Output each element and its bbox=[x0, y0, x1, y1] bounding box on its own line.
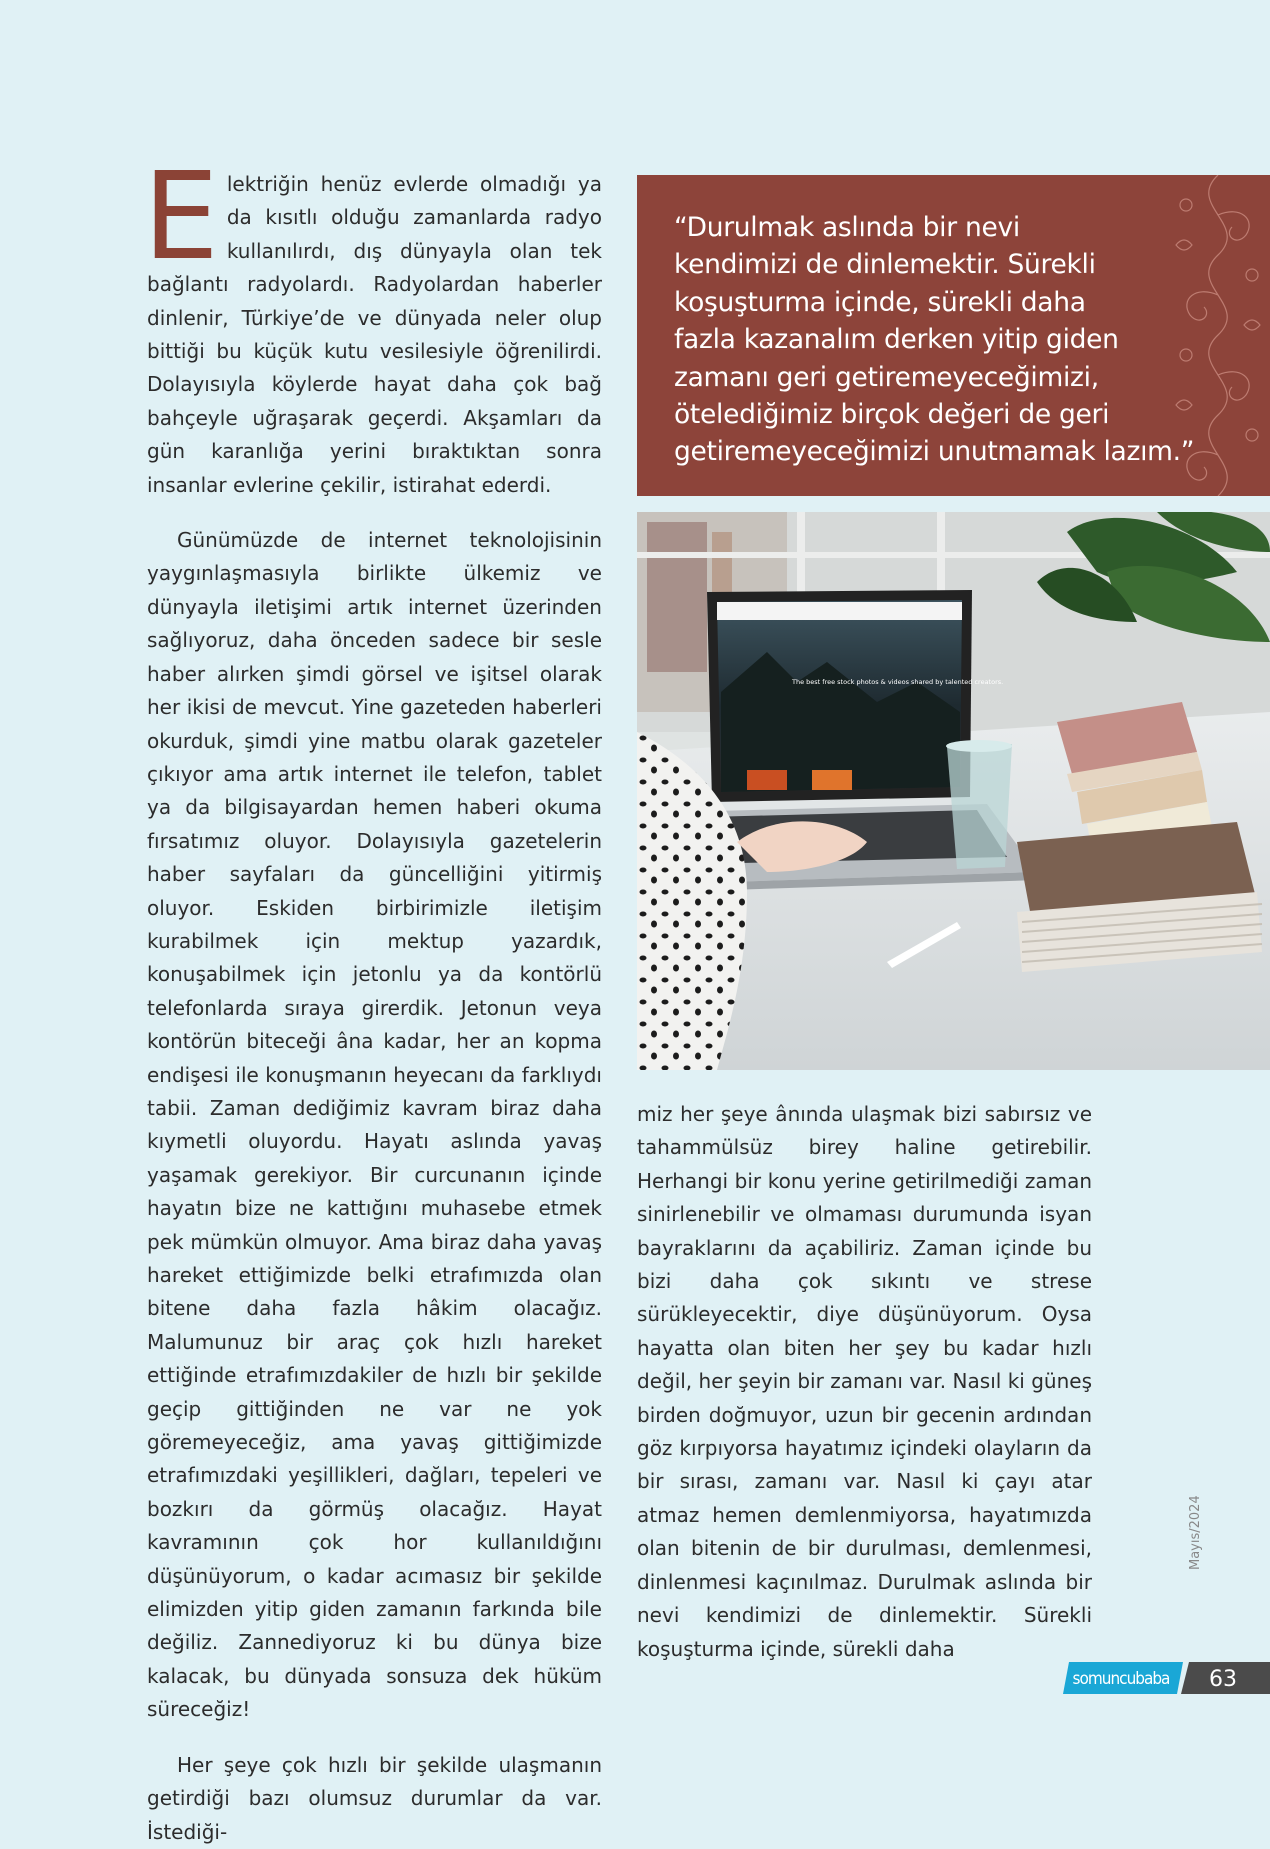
pull-quote-line: ötelediğimiz birçok değeri de geri bbox=[674, 399, 1110, 431]
laptop-photo bbox=[637, 512, 1270, 1070]
brand-tag bbox=[1063, 1662, 1183, 1694]
brand-name: somuncubaba bbox=[1072, 1669, 1170, 1689]
screen-headline: The best free stock photos & videos shared by talented creators. bbox=[792, 678, 1004, 686]
article-column-left bbox=[143, 148, 602, 1849]
pull-quote bbox=[674, 209, 1195, 471]
pull-quote-line: zamanı geri getiremeyeceğimizi, bbox=[674, 361, 1099, 393]
pull-quote-box bbox=[637, 175, 1270, 496]
article-column-right bbox=[637, 1098, 1092, 1666]
floral-ornament-pattern bbox=[1166, 175, 1270, 496]
paragraph-4: miz her şeye ânında ulaşmak bizi sabırsız ve tahammülsüz birey haline getirebilir. Herhangi bir konu yerine getirilmediği zaman sinirlenebilir ve olmaması durumunda isyan bayraklarını da açabiliriz. Zaman içinde bu bizi daha çok sıkıntı ve strese sürükleyecektir, diye düşünüyorum. Oysa hayatta olan biten her şey bu kadar hızlı değil, her şeyin bir zamanı var. Nasıl ki güneş birden doğmuyor, uzun bir gecenin ardından göz kırpıyorsa hayatımız içindeki olayların da bir sırası, zamanı var. Nasıl ki çayı atar atmaz hemen demlenmiyorsa, hayatımızda olan bitenin de bir durulması, demlenmesi, dinlenmesi kaçınılmaz. Durulmak aslında bir nevi kendimizi de dinlemektir. Sürekli koşuşturma içinde, sürekli daha bbox=[637, 1102, 1092, 1661]
drop-cap: E bbox=[143, 148, 219, 287]
pull-quote-line: kendimizi de dinlemektir. Sürekli bbox=[674, 249, 1096, 281]
pull-quote-line: “Durulmak aslında bir nevi bbox=[674, 212, 1020, 243]
paragraph-2: Günümüzde de internet teknolojisinin yaygınlaşmasıyla birlikte ülkemiz ve dünyayla iletişimi artık internet üzerinden sağlıyoruz, daha önceden sadece bir sesle haber alırken şimdi görsel ve işitsel olarak her ikisi de mevcut. Yine gazeteden haberleri okurduk, şimdi yine matbu olarak gazeteler çıkıyor ama artık internet ile telefon, tablet ya da bilgisayardan hemen haberi okuma fırsatımız oluyor. Dolayısıyla gazetelerin haber sayfaları da güncelliğini yitirmiş oluyor. Eskiden birbirimizle iletişim kurabilmek için mektup yazardık, konuşabilmek için jetonlu ya da kontörlü telefonlarda sıraya girerdik. Jetonun veya kontörün biteceği âna kadar, her an kopma endişesi ile konuşmanın heyecanı da farklıydı tabii. Zaman dediğimiz kavram biraz daha kıymetli oluyordu. Hayatı aslında yavaş yaşamak gerekiyor. Bir curcunanın içinde hayatın bize ne kattığını muhasebe etmek pek mümkün olmuyor. Ama biraz daha yavaş hareket ettiğimizde belki etrafımızda olan bitene daha fazla hâkim olacağız. Malumunuz bir araç çok hızlı hareket ettiğinde etrafımızdakiler de hızlı bir şekilde geçip gittiğinden ne var ne yok göremeyeceğiz, ama yavaş gittiğimizde etrafımızdaki yeşillikleri, dağları, tepeleri ve bozkırı da görmüş olacağız. Hayat kavramının çok hor kullanıldığını düşünüyorum, o kadar acımasız bir şekilde elimizden yitip giden zamanın farkında bile değiliz. Zannediyoruz ki bu dünya bize kalacak, bu dünyada sonsuza dek hüküm süreceğiz! bbox=[147, 528, 602, 1722]
pull-quote-line: getiremeyeceğimizi unutmamak lazım.” bbox=[674, 436, 1195, 468]
issue-date: Mayıs/2024 bbox=[1188, 1495, 1203, 1570]
page-number: 63 bbox=[1209, 1667, 1237, 1692]
paragraph-1 bbox=[143, 148, 602, 502]
paragraph-1-text: lektriğin henüz evlerde olmadığı ya da kısıtlı olduğu zamanlarda radyo kullanılırdı, dış dünyayla olan tek bağlantı radyolardı. Radyolardan haberler dinlenir, Türkiye’de ve dünyada neler olup bittiği bu küçük kutu vesilesiyle öğrenilirdi. Dolayısıyla köylerde hayat daha çok bağ bahçeyle uğraşarak geçerdi. Akşamları da gün karanlığa yerini bıraktıktan sonra insanlar evlerine çekilir, istirahat ederdi. bbox=[147, 172, 602, 497]
laptop-photo-illustration bbox=[637, 512, 1270, 1070]
pull-quote-line: fazla kazanalım derken yitip giden bbox=[674, 324, 1119, 356]
pull-quote-line: koşuşturma içinde, sürekli daha bbox=[674, 286, 1086, 318]
paragraph-3: Her şeye çok hızlı bir şekilde ulaşmanın getirdiği bazı olumsuz durumlar da var. İstediği- bbox=[147, 1752, 602, 1844]
page-number-box bbox=[1181, 1662, 1270, 1694]
